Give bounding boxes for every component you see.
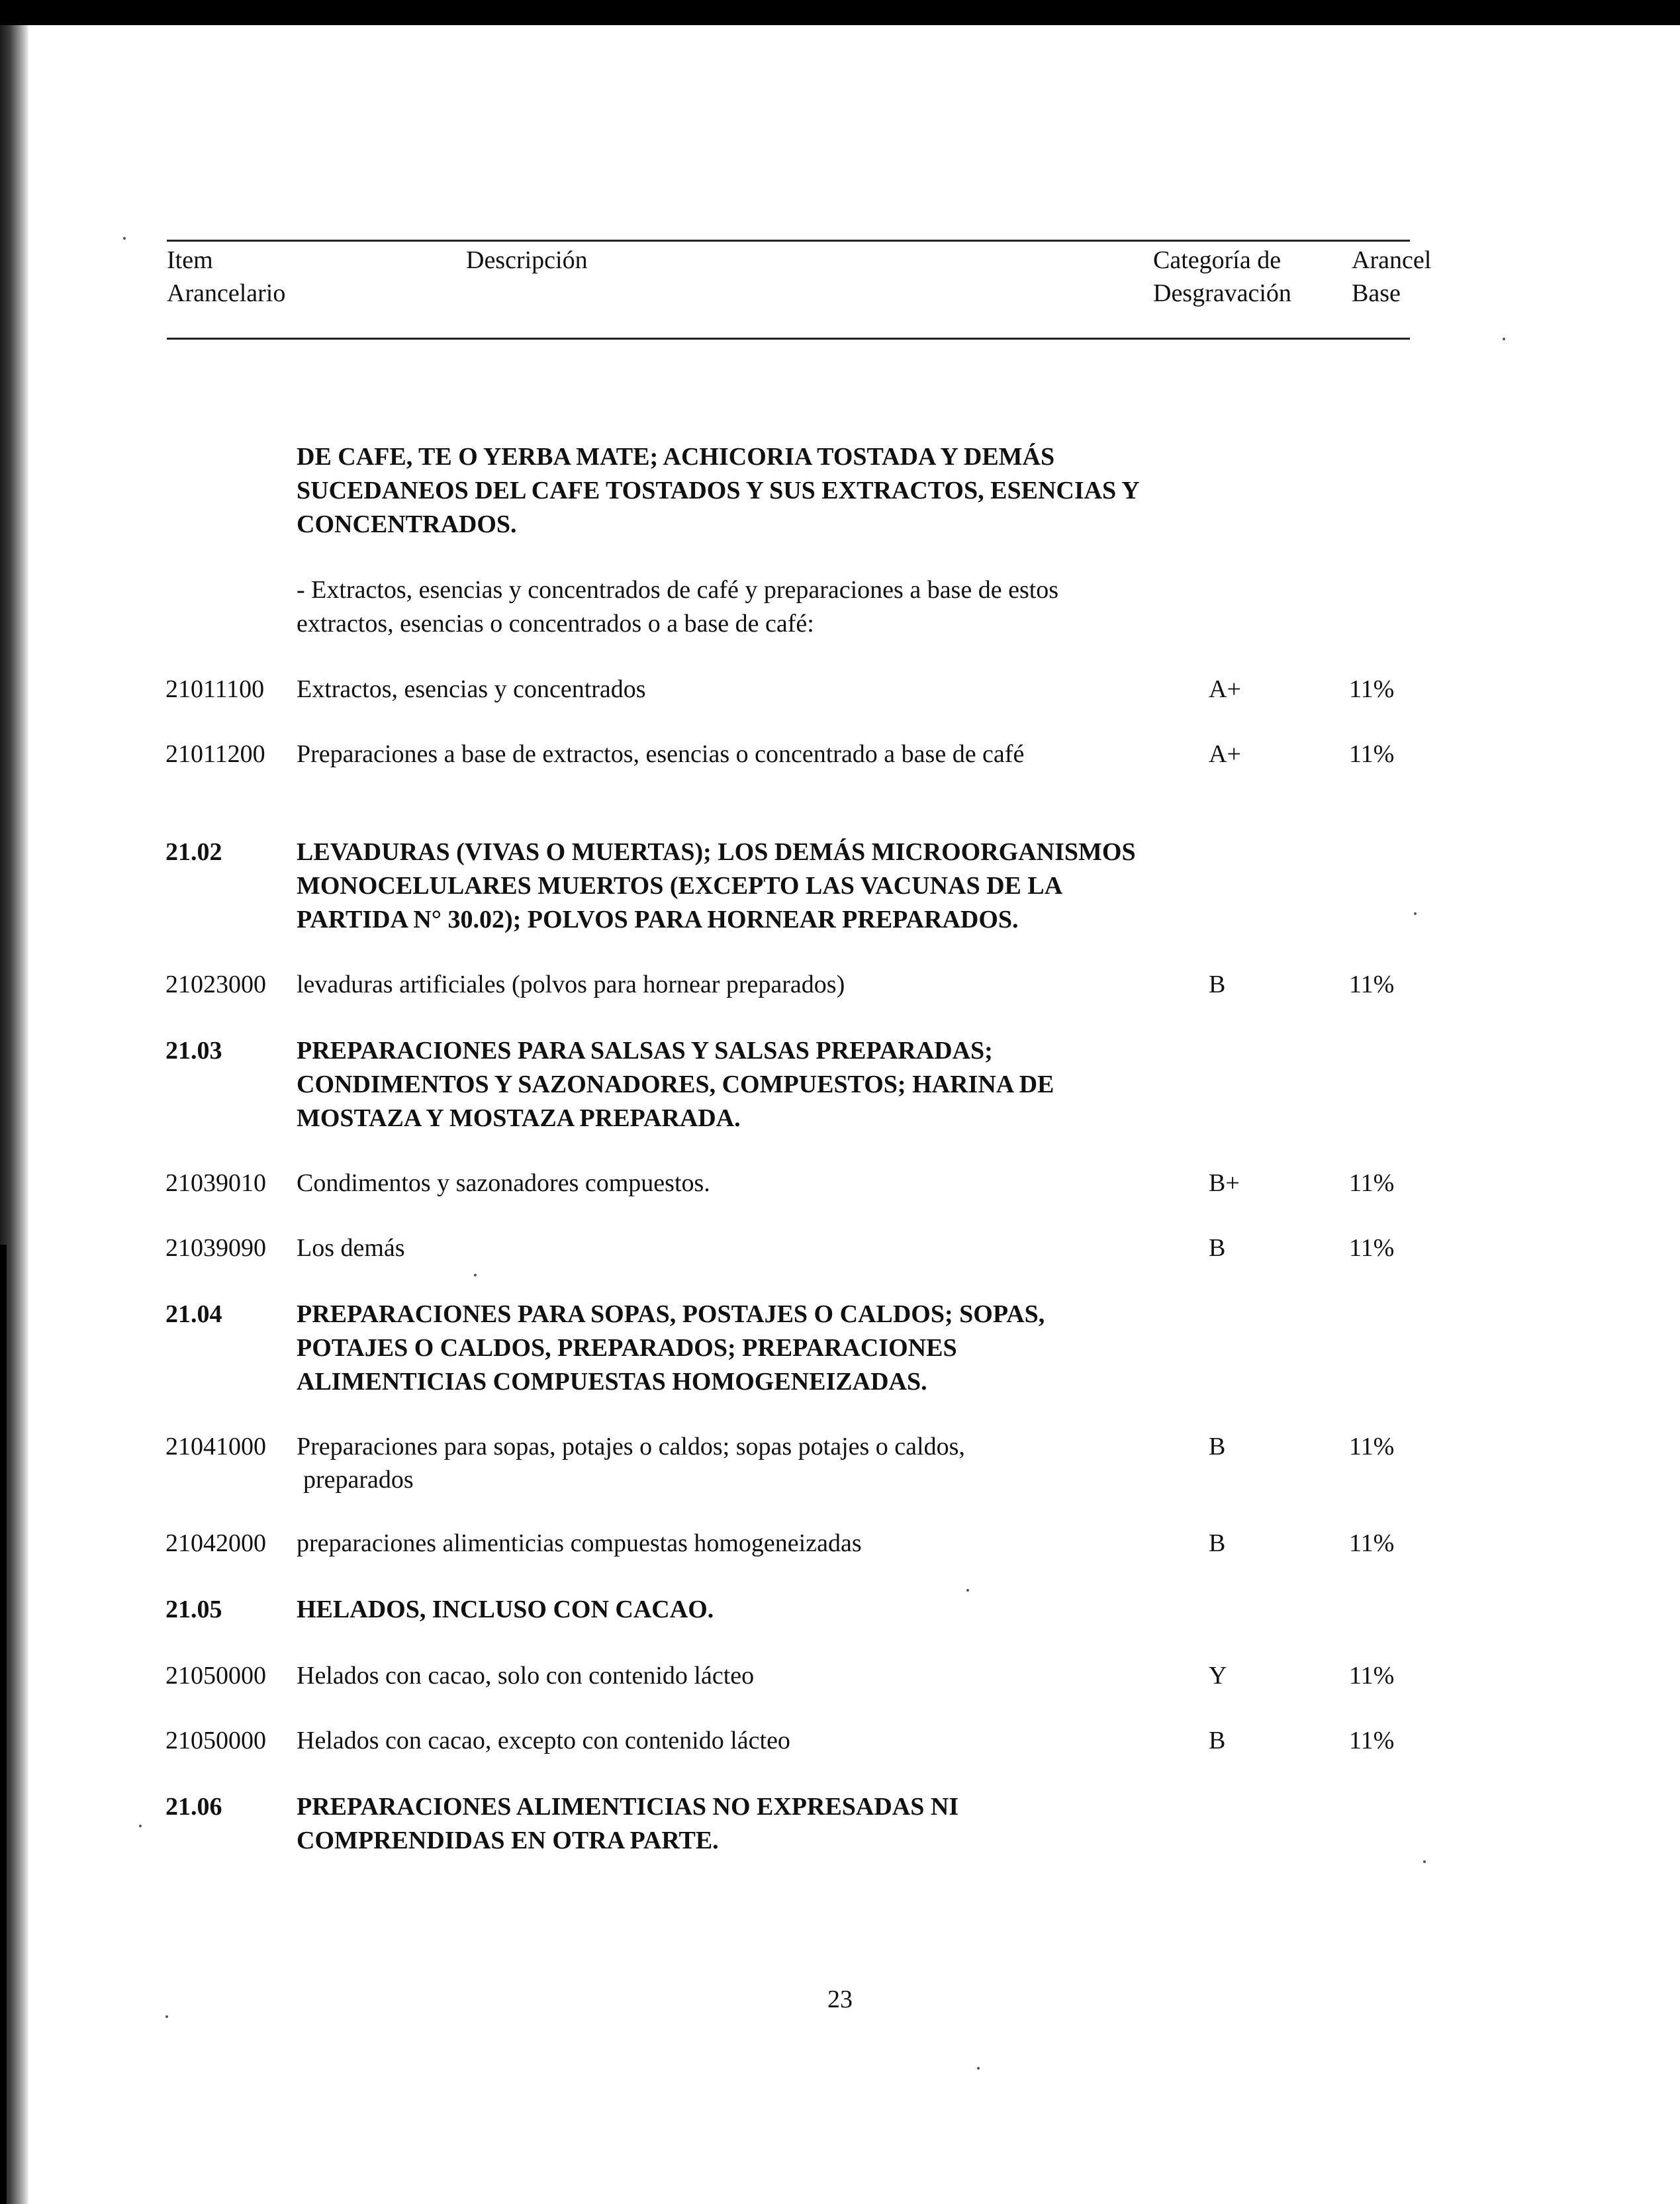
- item-description-continued: preparados: [303, 1466, 414, 1494]
- column-header-categoria: [1153, 244, 1291, 310]
- item-category: B: [1209, 1234, 1226, 1262]
- header-item-line1: Item: [167, 246, 213, 274]
- header-top-rule: [167, 240, 1410, 242]
- scan-speck: [139, 1825, 142, 1827]
- section-heading-line: PARTIDA N° 30.02); POLVOS PARA HORNEAR PREPARADOS.: [297, 906, 1019, 934]
- item-description: Extractos, esencias y concentrados: [297, 675, 646, 703]
- item-category: B: [1209, 1727, 1226, 1754]
- subheading-line: extractos, esencias o concentrados o a base de café:: [297, 610, 814, 638]
- item-base-rate: 11%: [1349, 971, 1395, 998]
- heading-code: 21.03: [165, 1037, 222, 1065]
- item-description: Preparaciones a base de extractos, esencias o concentrado a base de café: [297, 740, 1025, 768]
- header-item-line2: Arancelario: [167, 279, 286, 307]
- item-description: Condimentos y sazonadores compuestos.: [297, 1169, 710, 1197]
- item-category: A+: [1209, 675, 1241, 703]
- item-base-rate: 11%: [1349, 1727, 1395, 1754]
- scan-speck: [1414, 912, 1417, 915]
- item-code: 21039090: [165, 1234, 266, 1262]
- item-code: 21042000: [165, 1529, 266, 1557]
- header-categoria-line1: Categoría de: [1153, 246, 1282, 274]
- section-heading-line: PREPARACIONES ALIMENTICIAS NO EXPRESADAS NI: [297, 1793, 959, 1821]
- section-heading-line: LEVADURAS (VIVAS O MUERTAS); LOS DEMÁS MICROORGANISMOS: [297, 838, 1136, 866]
- item-category: A+: [1209, 740, 1241, 768]
- item-description: levaduras artificiales (polvos para hornear preparados): [297, 971, 845, 998]
- item-code: 21011200: [165, 740, 265, 768]
- item-code: 21041000: [165, 1433, 266, 1461]
- item-category: B: [1209, 971, 1226, 998]
- scan-speck: [474, 1274, 477, 1276]
- scan-speck: [977, 2067, 980, 2070]
- section-heading-line: PREPARACIONES PARA SALSAS Y SALSAS PREPARADAS;: [297, 1037, 993, 1065]
- item-base-rate: 11%: [1349, 1662, 1395, 1690]
- item-description: Preparaciones para sopas, potajes o caldos; sopas potajes o caldos,: [297, 1433, 965, 1461]
- page-number: 23: [827, 1986, 853, 2013]
- section-heading-line: CONCENTRADOS.: [297, 510, 517, 538]
- section-heading-line: PREPARACIONES PARA SOPAS, POSTAJES O CALDOS; SOPAS,: [297, 1300, 1045, 1328]
- section-heading-line: MOSTAZA Y MOSTAZA PREPARADA.: [297, 1104, 741, 1132]
- item-category: B: [1209, 1433, 1226, 1461]
- column-header-arancel: [1352, 244, 1431, 310]
- heading-code: 21.04: [165, 1300, 222, 1328]
- item-description: Los demás: [297, 1234, 405, 1262]
- section-heading-line: CONDIMENTOS Y SAZONADORES, COMPUESTOS; HARINA DE: [297, 1071, 1054, 1098]
- heading-code: 21.06: [165, 1793, 222, 1821]
- scan-speck: [1503, 338, 1505, 340]
- section-heading-line: DE CAFE, TE O YERBA MATE; ACHICORIA TOSTADA Y DEMÁS: [297, 443, 1055, 471]
- item-code: 21023000: [165, 971, 266, 998]
- item-base-rate: 11%: [1349, 740, 1395, 768]
- section-heading-line: ALIMENTICIAS COMPUESTAS HOMOGENEIZADAS.: [297, 1368, 927, 1396]
- header-categoria-line2: Desgravación: [1153, 279, 1291, 307]
- subheading-line: - Extractos, esencias y concentrados de café y preparaciones a base de estos: [297, 576, 1059, 604]
- scan-speck: [165, 2015, 168, 2018]
- item-category: B: [1209, 1529, 1226, 1557]
- header-arancel-line2: Base: [1352, 279, 1401, 307]
- item-description: preparaciones alimenticias compuestas homogeneizadas: [297, 1529, 862, 1557]
- section-heading-line: MONOCELULARES MUERTOS (EXCEPTO LAS VACUNAS DE LA: [297, 872, 1063, 900]
- item-code: 21050000: [165, 1727, 266, 1754]
- section-heading-line: SUCEDANEOS DEL CAFE TOSTADOS Y SUS EXTRACTOS, ESENCIAS Y: [297, 477, 1140, 504]
- item-base-rate: 11%: [1349, 1234, 1395, 1262]
- item-base-rate: 11%: [1349, 1169, 1395, 1197]
- header-bottom-rule: [167, 338, 1410, 340]
- section-heading-line: HELADOS, INCLUSO CON CACAO.: [297, 1596, 714, 1623]
- item-description: Helados con cacao, solo con contenido lácteo: [297, 1662, 755, 1690]
- section-heading-line: POTAJES O CALDOS, PREPARADOS; PREPARACIONES: [297, 1334, 957, 1362]
- heading-code: 21.02: [165, 838, 222, 866]
- scan-speck: [966, 1589, 969, 1592]
- item-description: Helados con cacao, excepto con contenido lácteo: [297, 1727, 790, 1754]
- item-code: 21050000: [165, 1662, 266, 1690]
- column-header-item: [167, 244, 285, 310]
- item-base-rate: 11%: [1349, 1433, 1395, 1461]
- item-category: Y: [1209, 1662, 1227, 1690]
- section-heading-line: COMPRENDIDAS EN OTRA PARTE.: [297, 1827, 719, 1854]
- heading-code: 21.05: [165, 1596, 222, 1623]
- scan-speck: [1423, 1860, 1426, 1863]
- item-code: 21011100: [165, 675, 265, 703]
- item-code: 21039010: [165, 1169, 266, 1197]
- item-base-rate: 11%: [1349, 1529, 1395, 1557]
- item-category: B+: [1209, 1169, 1240, 1197]
- scan-border-top: [0, 0, 1680, 25]
- scan-border-left-dark: [0, 1245, 7, 2204]
- header-arancel-line1: Arancel: [1352, 246, 1432, 274]
- item-base-rate: 11%: [1349, 675, 1395, 703]
- scan-speck: [123, 237, 126, 240]
- column-header-descripcion: Descripción: [466, 246, 588, 274]
